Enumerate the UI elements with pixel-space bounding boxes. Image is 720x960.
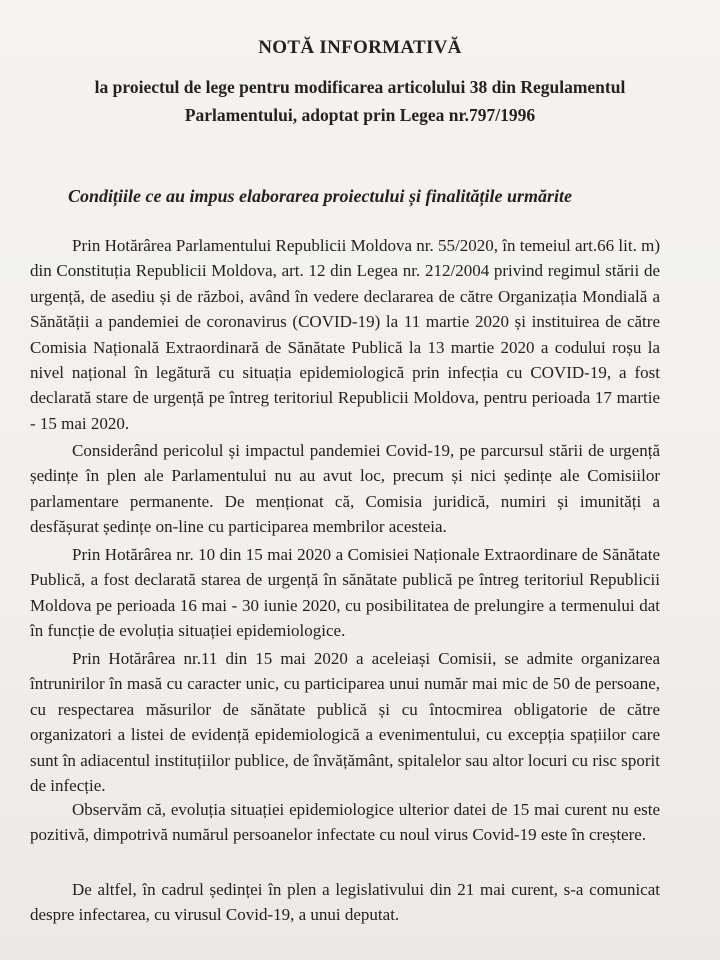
subtitle-line-1: la proiectul de lege pentru modificarea articolului 38 din Regulamentul [94, 77, 626, 97]
paragraph-state-of-emergency: Prin Hotărârea Parlamentului Republicii Moldova nr. 55/2020, în temeiul art.66 lit. m) din Constituția Republicii Moldova, art. 12 din Legea nr. 212/2004 privind regimul stării de urgență, de asediu și de război, având în vedere declararea de către Organizația Mondială a Sănătății a pandemiei de coronavirus (COVID-19) la 11 martie 2020 și instituirea de către Comisia Națională Extraordinară de Sănătate Publică la 13 martie 2020 a codului roșu la nivel național în legătură cu situația epidemiologică prin infecția cu COVID-19, a fost declarată stare de urgență pe întreg teritoriul Republicii Moldova, pentru perioada 17 martie - 15 mai 2020. [30, 236, 660, 433]
document-subtitle [60, 73, 660, 129]
paragraph-parliament-sessions: Considerând pericolul și impactul pandemiei Covid-19, pe parcursul stării de urgență ședințe în plen ale Parlamentului nu au avut loc, precum și nici ședințe ale Comisiilor parlamentare permanente. De menționat că, Comisia juridică, numiri și imunități a desfășurat ședințe on-line cu participarea membrilor acesteia. [30, 441, 660, 537]
paragraph-decision-10: Prin Hotărârea nr. 10 din 15 mai 2020 a Comisiei Naționale Extraordinare de Sănătate Publică, a fost declarată starea de urgență în sănătate publică pe întreg teritoriul Republicii Moldova pe perioada 16 mai - 30 iunie 2020, cu posibilitatea de prelungire a termenului dat în funcție de evoluția situației epidemiologice. [30, 545, 660, 641]
document-title: NOTĂ INFORMATIVĂ [258, 37, 462, 58]
paragraph-decision-11: Prin Hotărârea nr.11 din 15 mai 2020 a aceleiași Comisii, se admite organizarea întrunirilor în masă cu caracter unic, cu participarea unui număr mai mic de 50 de persoane, cu respectarea măsurilor de sănătate publică și cu întocmirea obligatorie de către organizatori a listei de evidență epidemiologică a evenimentului, cu excepția spațiilor care sunt în adiacentul instituțiilor publice, de învățământ, spitalelor sau altor locuri cu risc sporit de infecție. [30, 649, 660, 796]
subtitle-line-2: Parlamentului, adoptat prin Legea nr.797/1996 [184, 105, 536, 125]
section-heading: Condițiile ce au impus elaborarea proiectului și finalitățile urmărite [68, 186, 573, 206]
paragraph-deputy-infection: De altfel, în cadrul ședinței în plen a legislativului din 21 mai curent, s-a comunicat despre infectarea, cu virusul Covid-19, a unui deputat. [30, 880, 660, 925]
paragraph-epidemiological-evolution: Observăm că, evoluția situației epidemiologice ulterior datei de 15 mai curent nu este pozitivă, dimpotrivă numărul persoanelor infectate cu noul virus Covid-19 este în creștere. [30, 800, 660, 845]
